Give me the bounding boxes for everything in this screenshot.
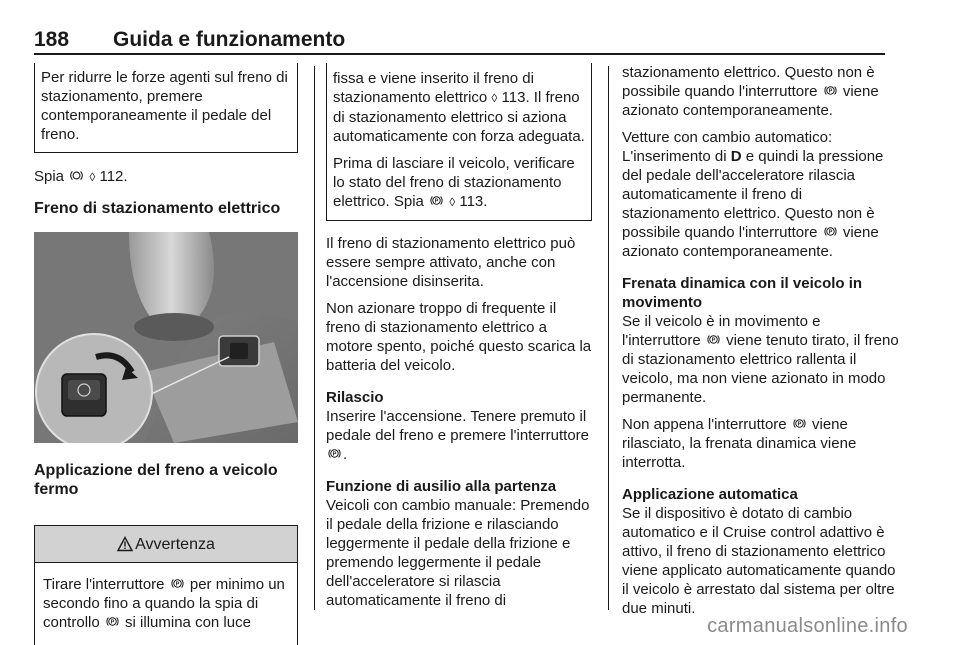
- warning-text: per minimo un secondo fino a quando la spia di controllo: [43, 576, 285, 631]
- paragraph: Veicoli con cambio manuale: Premendo il pedale della frizione e rilasciando leggermente il pedale della frizione e premendo leggermente il pedale dell'acceleratore si rilascia automaticamente il freno di: [326, 497, 590, 609]
- paragraph: [622, 128, 902, 261]
- page-title: Guida e funzionamento: [113, 28, 346, 51]
- watermark: carmanualsonline.info: [707, 615, 908, 637]
- warning-text: fissa e viene inserito il freno di stazionamento elettrico: [333, 70, 534, 106]
- paragraph-text: Se il veicolo è in movimento e l'interruttore: [622, 313, 821, 349]
- warning-text: Prima di lasciare il veicolo, verificare lo stato del freno di stazionamento elettrico. Spia: [333, 155, 575, 210]
- paragraph: [326, 407, 592, 464]
- note-text: Per ridurre le forze agenti sul freno di stazionamento, premere contemporaneamente il pedale del freno.: [41, 69, 288, 143]
- page-ref: 113.: [459, 193, 488, 210]
- page-ref-arrow-icon: ◊: [491, 91, 498, 105]
- section-heading: Rilascio: [326, 389, 384, 406]
- column-3: [622, 63, 902, 618]
- warning-body: [35, 563, 297, 645]
- paragraph-text: Vetture con cambio automatico: L'inserimento di: [622, 129, 833, 165]
- paragraph-text: Non appena l'interruttore: [622, 416, 787, 433]
- warning-box: [34, 525, 298, 645]
- page-ref-arrow-icon: ◊: [89, 170, 96, 184]
- section-heading: Frenata dinamica con il veicolo in movimento: [622, 275, 863, 311]
- section-heading: Applicazione automatica: [622, 486, 798, 503]
- paragraph: Non azionare troppo di frequente il freno di stazionamento elettrico a motore spento, poiché questo scarica la batteria del veicolo.: [326, 300, 592, 374]
- spia-page-ref: 112.: [99, 168, 128, 185]
- section-heading: Funzione di ausilio alla partenza: [326, 478, 557, 495]
- parking-brake-switch-icon: [171, 577, 184, 590]
- paragraph-text: e quindi la pressione del pedale dell'acceleratore rilascia automaticamente il freno di stazionamento elettrico. Questo non è possibile quando l'interruttore: [622, 148, 884, 241]
- page-number: 188: [34, 28, 70, 51]
- column-2: [314, 63, 592, 610]
- gear-d-label: D: [730, 148, 742, 165]
- warning-text: Tirare l'interruttore: [43, 576, 165, 593]
- paragraph: Se il dispositivo è dotato di cambio automatico e il Cruise control adattivo è attivo, il freno di stazionamento elettrico viene applicato automaticamente quando il veicolo è arrestato dal sistema per oltre due minuti.: [622, 505, 896, 617]
- warning-triangle-icon: [117, 536, 133, 552]
- paragraph-text: viene azionato contemporaneamente.: [622, 224, 879, 260]
- note-box: [34, 63, 298, 153]
- parking-brake-photo: [34, 232, 298, 443]
- parking-brake-switch-icon: [106, 615, 119, 628]
- section-heading: Applicazione del freno a veicolo fermo: [34, 462, 278, 498]
- paragraph-text: .: [343, 446, 348, 463]
- column-1: [34, 63, 298, 645]
- brake-warning-icon: [70, 169, 83, 182]
- parking-brake-switch-icon: [793, 417, 806, 430]
- paragraph-text: viene azionato contemporaneamente.: [622, 83, 879, 119]
- header-rule: [34, 53, 885, 55]
- warning-continued-text: [333, 69, 585, 146]
- paragraph: [622, 415, 902, 472]
- spia-reference: [34, 167, 298, 187]
- warning-text: 113. Il freno di stazionamento elettrico si aziona automaticamente con forza adeguata.: [333, 89, 585, 145]
- warning-text: si illumina con luce: [125, 614, 251, 631]
- paragraph-text: Inserire l'accensione. Tenere premuto il pedale del freno e premere l'interruttore: [326, 408, 590, 444]
- warning-continued-text: [333, 154, 585, 212]
- parking-brake-switch-icon: [328, 447, 341, 460]
- section-heading: Freno di stazionamento elettrico: [34, 200, 281, 217]
- spia-label: Spia: [34, 168, 65, 185]
- parking-brake-switch-icon: [430, 194, 443, 207]
- paragraph-text: viene tenuto tirato, il freno di stazionamento elettrico rallenta il veicolo, ma non viene azionato in modo permanente.: [622, 332, 899, 406]
- column-divider: [608, 66, 609, 610]
- parking-brake-switch-icon: [824, 225, 837, 238]
- paragraph: [622, 312, 902, 407]
- paragraph: [622, 63, 902, 120]
- paragraph: Il freno di stazionamento elettrico può essere sempre attivato, anche con l'accensione disinserita.: [326, 235, 576, 290]
- paragraph-text: viene rilasciato, la frenata dinamica viene interrotta.: [622, 416, 857, 471]
- warning-title: Avvertenza: [135, 535, 215, 553]
- page-ref-arrow-icon: ◊: [449, 195, 456, 209]
- paragraph-text: stazionamento elettrico. Questo non è possibile quando l'interruttore: [622, 64, 875, 100]
- parking-brake-switch-icon: [824, 84, 837, 97]
- parking-brake-switch-icon: [707, 333, 720, 346]
- warning-continuation-box: [326, 63, 592, 221]
- warning-header: [35, 526, 297, 563]
